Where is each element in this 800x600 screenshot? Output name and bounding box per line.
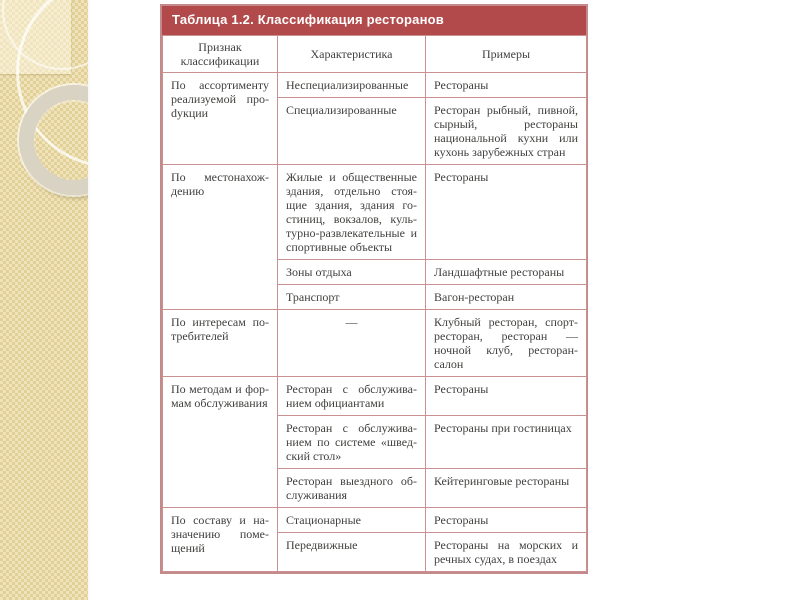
characteristic-cell: Специализированные <box>278 98 426 165</box>
characteristic-cell: — <box>278 310 426 377</box>
examples-cell: Рестораны <box>426 165 587 260</box>
header-row <box>163 36 587 73</box>
table-row <box>163 310 587 377</box>
characteristic-cell: Ресторан с обслуживанием по системе «шведский стол» <box>278 416 426 469</box>
column-header-criterion: Признак классификации <box>163 36 278 73</box>
examples-cell: Кейтеринговые рестораны <box>426 469 587 508</box>
table-row <box>163 165 587 260</box>
examples-cell: Рестораны <box>426 377 587 416</box>
table-row <box>163 73 587 98</box>
characteristic-cell: Жилые и общественные здания, отдельно стоящие здания, здания гостиниц, вокзалов, культурно-развлекательные и спортивные объекты <box>278 165 426 260</box>
group-label-cell: По интересам потребителей <box>163 310 278 377</box>
characteristic-cell: Передвижные <box>278 533 426 572</box>
decorative-sidebar <box>0 0 88 600</box>
characteristic-cell: Стационарные <box>278 508 426 533</box>
group-label-cell: По ассортименту реализуемой проdукции <box>163 73 278 165</box>
group-label-cell: По методам и формам обслуживания <box>163 377 278 508</box>
classification-table <box>160 4 588 574</box>
characteristic-cell: Зоны отдыха <box>278 260 426 285</box>
table-row <box>163 508 587 533</box>
group-label-cell: По составу и назначению помещений <box>163 508 278 572</box>
table-title: Таблица 1.2. Классификация ресторанов <box>162 6 586 35</box>
characteristic-cell: Ресторан выездного обслуживания <box>278 469 426 508</box>
column-header-examples: Примеры <box>426 36 587 73</box>
examples-cell: Рестораны на морских и речных судах, в поездах <box>426 533 587 572</box>
examples-cell: Вагон-ресторан <box>426 285 587 310</box>
table-body <box>162 35 587 572</box>
table-row <box>163 377 587 416</box>
group-label-cell: По местонахождению <box>163 165 278 310</box>
characteristic-cell: Транспорт <box>278 285 426 310</box>
characteristic-cell: Ресторан с обслуживанием официантами <box>278 377 426 416</box>
examples-cell: Ландшафтные рестораны <box>426 260 587 285</box>
column-header-characteristic: Характеристика <box>278 36 426 73</box>
examples-cell: Рестораны при гостиницах <box>426 416 587 469</box>
examples-cell: Рестораны <box>426 508 587 533</box>
characteristic-cell: Неспециализированные <box>278 73 426 98</box>
examples-cell: Рестораны <box>426 73 587 98</box>
examples-cell: Ресторан рыбный, пивной, сырный, рестораны национальной кухни или кухонь зарубежных стран <box>426 98 587 165</box>
examples-cell: Клубный ресторан, спорт-ресторан, ресторан — ночной клуб, ресторан-салон <box>426 310 587 377</box>
